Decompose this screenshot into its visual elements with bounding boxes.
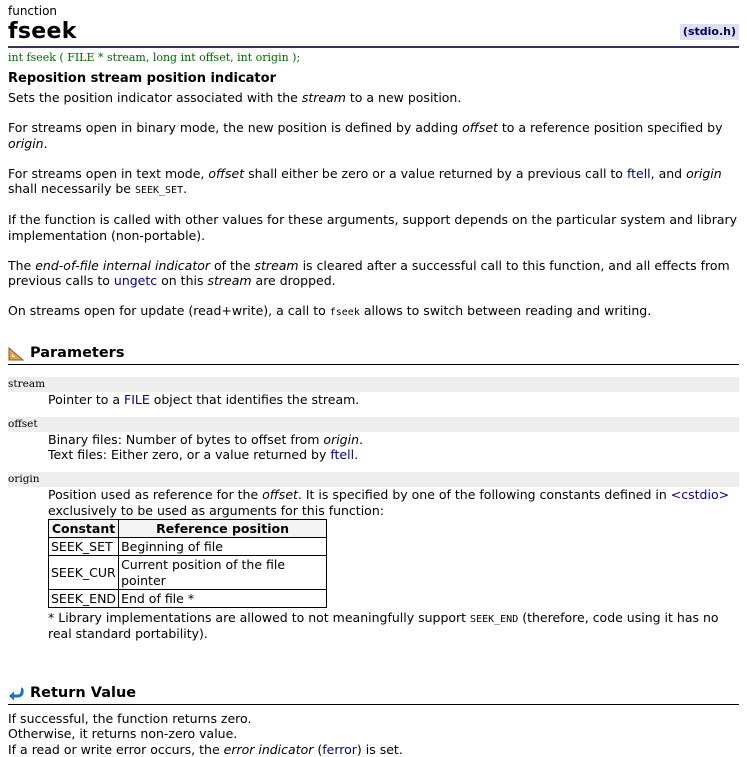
table-row <box>49 589 327 607</box>
entity-kind: function <box>8 4 58 18</box>
desc-para-6: On streams open for update (read+write), a call to fseek allows to switch between reading and writing. <box>8 303 652 319</box>
table-cell: End of file * <box>119 589 327 607</box>
origin-note: * Library implementations are allowed to not meaningfully support SEEK_END (therefore, code using it has no real standard portability). <box>48 610 719 642</box>
return-line-3: If a read or write error occurs, the error indicator (ferror) is set. <box>8 741 403 757</box>
param-desc-offset: Binary files: Number of bytes to offset from origin. Text files: Either zero, or a value returned by ftell. <box>48 431 363 463</box>
return-arrow-icon <box>8 687 24 701</box>
cstdio-link[interactable]: <cstdio> <box>670 487 730 503</box>
return-line-1: If successful, the function returns zero. <box>8 711 252 727</box>
table-header: Constant <box>49 519 119 537</box>
param-name-offset: offset <box>8 417 739 432</box>
desc-para-4: If the function is called with other values for these arguments, support depends on the particular system and library implementation (non-portable). <box>8 212 738 243</box>
title-row <box>8 20 739 48</box>
file-link[interactable]: FILE <box>124 391 150 407</box>
ftell-link-2[interactable]: ftell <box>330 447 355 463</box>
ruler-triangle-icon <box>8 347 24 361</box>
ftell-link[interactable]: ftell <box>626 165 651 181</box>
return-line-2: Otherwise, it returns non-zero value. <box>8 726 238 742</box>
table-cell: SEEK_CUR <box>49 556 119 590</box>
desc-para-2: For streams open in binary mode, the new position is defined by adding offset to a reference position specified by origin. <box>8 120 723 151</box>
param-name-origin: origin <box>8 472 739 487</box>
desc-para-5: The end-of-file internal indicator of the stream is cleared after a successful call to this function, and all effects from previous calls to ungetc on this stream are dropped. <box>8 257 730 289</box>
table-cell: SEEK_END <box>49 589 119 607</box>
param-desc-origin: Position used as reference for the offset. It is specified by one of the following constants defined in <cstdio> exclusively to be used as arguments for this function: Constant Reference position SEEK_SET Beginning of file SEEK_CUR Current position of the file pointer SEEK_END End of file * * Library implementations are allowed to not meaningfully support SEEK_END (therefore, code using it has no real standard portability). <box>48 487 739 641</box>
ungetc-link[interactable]: ungetc <box>113 273 158 289</box>
function-prototype: int fseek ( FILE * stream, long int offset, int origin ); <box>8 50 301 64</box>
subtitle: Reposition stream position indicator <box>8 71 276 87</box>
table-cell: SEEK_SET <box>49 538 119 556</box>
table-row <box>49 556 327 590</box>
header-link[interactable]: (stdio.h) <box>680 24 739 39</box>
param-name-stream: stream <box>8 377 739 392</box>
desc-para-3: For streams open in text mode, offset shall either be zero or a value returned by a previous call to ftell, and origin shall necessarily be SEEK_SET. <box>8 165 722 197</box>
param-desc-stream: Pointer to a FILE object that identifies the stream. <box>48 391 360 407</box>
table-row <box>49 538 327 556</box>
page-title: fseek <box>8 18 77 44</box>
return-value-heading: Return Value <box>8 685 739 705</box>
parameters-heading: Parameters <box>8 345 739 365</box>
table-header: Reference position <box>119 519 327 537</box>
desc-para-1: Sets the position indicator associated with the stream to a new position. <box>8 90 462 106</box>
table-cell: Current position of the file pointer <box>119 556 327 590</box>
table-cell: Beginning of file <box>119 538 327 556</box>
origin-constants-table <box>48 519 327 608</box>
ferror-link[interactable]: ferror <box>322 741 357 757</box>
